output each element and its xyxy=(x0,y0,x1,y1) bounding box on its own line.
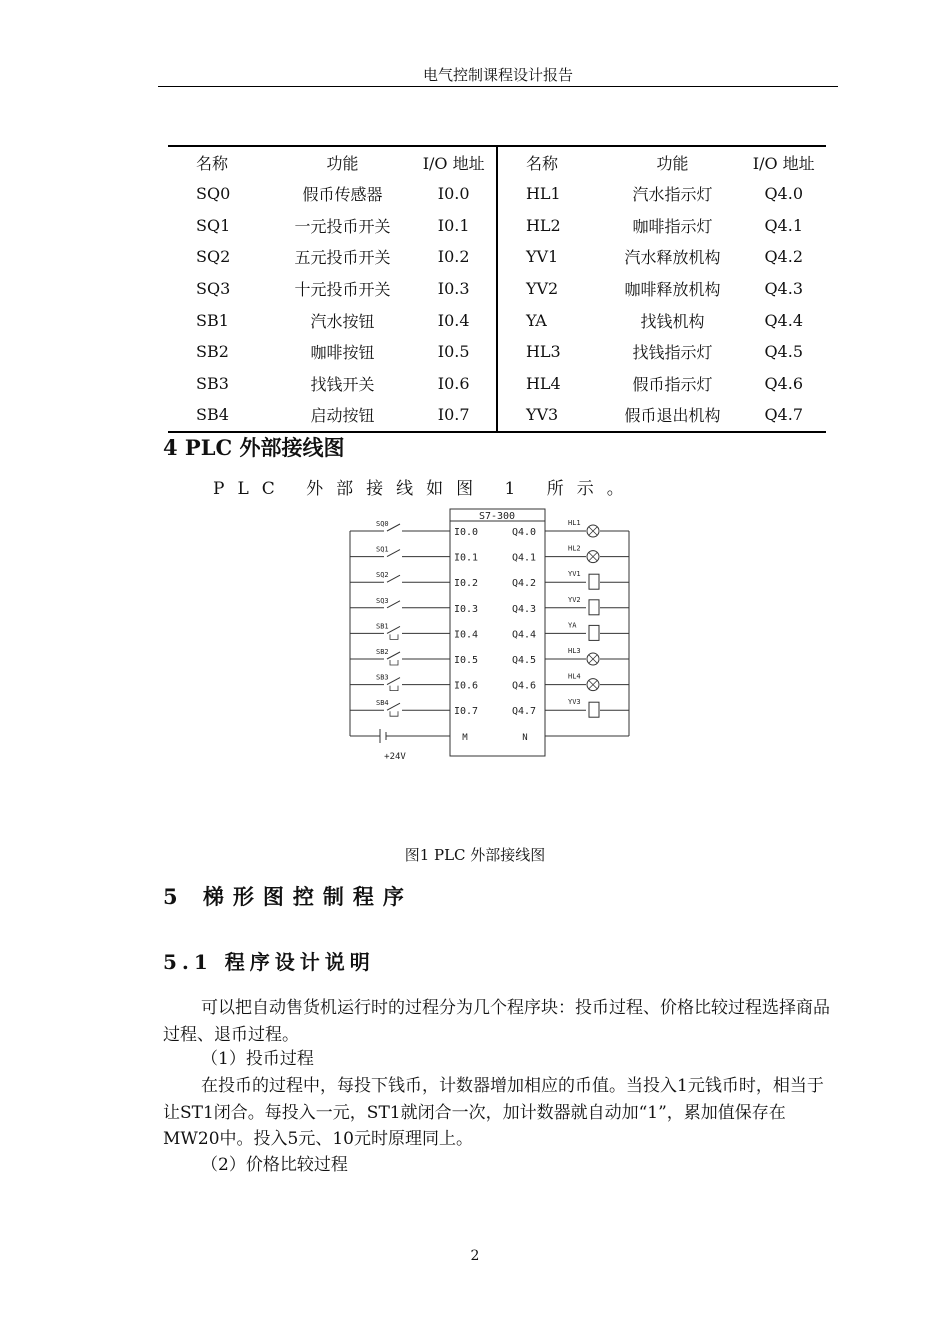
plc-output-terminal: Q4.4 xyxy=(512,629,537,641)
output-device-label: HL4 xyxy=(568,672,581,681)
input-device-label: SB3 xyxy=(376,673,389,682)
cell-name: SQ3 xyxy=(196,279,231,299)
plc-input-terminal: I0.7 xyxy=(454,706,479,718)
cell-name: HL3 xyxy=(497,336,604,368)
supply-voltage-label: +24V xyxy=(384,752,406,762)
cell-function: 咖啡按钮 xyxy=(310,343,375,363)
pushbutton-actuator xyxy=(390,711,398,716)
output-device-label: HL3 xyxy=(568,647,581,655)
cell-function: 假币退出机构 xyxy=(624,406,721,426)
section-heading-ladder: 5 梯形图控制程序 xyxy=(163,884,413,909)
plc-input-terminal: I0.2 xyxy=(454,578,479,590)
cell-function: 汽水指示灯 xyxy=(632,185,713,205)
output-device-label: YA xyxy=(568,621,577,630)
cell-name: SB3 xyxy=(196,373,229,393)
cell-io-address: I0.6 xyxy=(437,373,470,393)
cell-function: 汽水按钮 xyxy=(310,311,375,331)
input-device-label: SQ3 xyxy=(376,596,389,605)
cell-function: 五元投币开关 xyxy=(294,248,391,268)
plc-output-terminal: Q4.0 xyxy=(512,527,537,538)
cell-function: 假币指示灯 xyxy=(632,374,713,394)
cell-function: 一元投币开关 xyxy=(294,216,391,236)
output-device-label: YV1 xyxy=(568,570,581,579)
coil-icon xyxy=(589,625,599,640)
table-row xyxy=(168,336,826,368)
cell-function: 咖啡释放机构 xyxy=(624,280,721,300)
cell-io-address: Q4.7 xyxy=(764,405,803,425)
plc-input-terminal: I0.0 xyxy=(454,527,479,538)
output-device-label: YV2 xyxy=(568,595,581,604)
cell-io-address: I0.7 xyxy=(437,405,470,425)
pushbutton-contact xyxy=(387,652,400,659)
output-device-label: HL2 xyxy=(568,544,581,553)
limit-switch-contact xyxy=(387,524,400,531)
cell-name: HL2 xyxy=(497,210,604,242)
cell-io-address: Q4.5 xyxy=(764,342,803,362)
cell-io-address: I0.4 xyxy=(437,310,470,330)
plc-wiring-diagram xyxy=(340,505,635,765)
cell-name: SQ0 xyxy=(196,184,231,204)
table-row xyxy=(168,399,826,432)
cell-function: 假币传感器 xyxy=(302,185,383,205)
cell-name: HL4 xyxy=(497,368,604,400)
cell-name: SB1 xyxy=(196,310,229,330)
input-device-label: SB4 xyxy=(376,699,389,708)
cell-function: 十元投币开关 xyxy=(294,280,391,300)
list-item-price-compare: （2）价格比较过程 xyxy=(201,1155,348,1175)
pushbutton-actuator xyxy=(390,634,398,639)
col-header-name: 名称 xyxy=(196,154,229,173)
cell-function: 咖啡指示灯 xyxy=(632,216,713,236)
plc-common-n-label: N xyxy=(522,733,528,743)
coil-icon xyxy=(589,574,599,589)
table-row xyxy=(168,178,826,210)
pushbutton-contact xyxy=(387,678,400,685)
plc-model-label: S7-300 xyxy=(478,511,516,522)
table-row xyxy=(168,368,826,400)
plc-output-terminal: Q4.2 xyxy=(512,578,537,590)
pushbutton-actuator xyxy=(390,660,398,665)
coil-icon xyxy=(589,702,599,717)
plc-common-m-label: M xyxy=(462,733,468,743)
cell-io-address: I0.2 xyxy=(437,247,470,267)
cell-name: YV3 xyxy=(497,399,604,432)
table-row xyxy=(168,210,826,242)
pushbutton-actuator xyxy=(390,686,398,691)
cell-name: SB4 xyxy=(196,405,229,425)
limit-switch-contact xyxy=(387,575,400,582)
col-header-name: 名称 xyxy=(497,146,604,178)
cell-io-address: Q4.6 xyxy=(764,373,803,393)
paragraph-coin-process: 在投币的过程中，每投下钱币，计数器增加相应的币值。当投入1元钱币时，相当于让ST1闭合。每投入一元，ST1就闭合一次，加计数器就自动加“1”，累加值保存在MW20中。投入5元、10元时原理同上。 xyxy=(163,1076,824,1149)
table-header-row xyxy=(168,146,826,178)
page-number: 2 xyxy=(470,1248,480,1264)
cell-function: 汽水释放机构 xyxy=(624,248,721,268)
plc-wiring-intro: PLC 外部接线如图 1 所示。 xyxy=(213,479,637,499)
cell-name: YA xyxy=(497,304,604,336)
cell-function: 启动按钮 xyxy=(310,406,375,426)
cell-io-address: Q4.4 xyxy=(764,310,803,330)
cell-io-address: I0.5 xyxy=(437,342,470,362)
plc-output-terminal: Q4.7 xyxy=(512,706,537,718)
cell-io-address: Q4.3 xyxy=(764,279,803,299)
pushbutton-contact xyxy=(387,626,400,633)
plc-output-terminal: Q4.5 xyxy=(512,655,537,666)
subsection-heading-program: 5.1 程序设计说明 xyxy=(163,950,375,974)
cell-io-address: I0.3 xyxy=(437,279,470,299)
cell-io-address: I0.1 xyxy=(437,215,470,235)
paragraph-program-blocks: 可以把自动售货机运行时的过程分为几个程序块：投币过程、价格比较过程选择商品过程、退币过程。 xyxy=(163,998,830,1045)
pushbutton-contact xyxy=(387,703,400,710)
header-rule xyxy=(158,86,838,87)
cell-function: 找钱机构 xyxy=(640,311,705,331)
input-device-label: SB1 xyxy=(376,622,389,631)
cell-name: SQ2 xyxy=(196,247,231,267)
limit-switch-contact xyxy=(387,550,400,557)
cell-name: HL1 xyxy=(497,178,604,210)
plc-input-terminal: I0.1 xyxy=(454,552,479,564)
table-row xyxy=(168,273,826,305)
coil-icon xyxy=(589,600,599,615)
cell-io-address: I0.0 xyxy=(437,184,470,204)
cell-io-address: Q4.1 xyxy=(764,215,803,235)
input-device-label: SQ0 xyxy=(376,520,389,528)
figure-caption: 图1 PLC 外部接线图 xyxy=(404,846,546,864)
col-header-io: I/O 地址 xyxy=(752,154,815,173)
cell-function: 找钱开关 xyxy=(310,374,375,394)
plc-input-terminal: I0.5 xyxy=(454,655,479,666)
cell-name: SB2 xyxy=(196,342,229,362)
output-device-label: HL1 xyxy=(568,519,581,527)
input-device-label: SQ2 xyxy=(376,571,389,580)
plc-output-terminal: Q4.1 xyxy=(512,552,537,564)
output-device-label: YV3 xyxy=(568,698,581,707)
io-allocation-table xyxy=(168,145,826,433)
page-header: 电气控制课程设计报告 xyxy=(422,66,573,84)
plc-input-terminal: I0.6 xyxy=(454,680,479,692)
input-device-label: SB2 xyxy=(376,648,389,656)
input-device-label: SQ1 xyxy=(376,545,389,554)
cell-name: SQ1 xyxy=(196,215,231,235)
table-row xyxy=(168,241,826,273)
limit-switch-contact xyxy=(387,601,400,608)
plc-input-terminal: I0.3 xyxy=(454,603,479,615)
col-header-function: 功能 xyxy=(326,154,359,173)
list-item-coin-process: （1）投币过程 xyxy=(201,1049,314,1069)
cell-io-address: Q4.2 xyxy=(764,247,803,267)
col-header-io: I/O 地址 xyxy=(422,154,485,173)
col-header-function: 功能 xyxy=(656,154,689,173)
section-heading-plc-wiring: 4 PLC 外部接线图 xyxy=(163,435,345,460)
cell-name: YV2 xyxy=(497,273,604,305)
cell-name: YV1 xyxy=(497,241,604,273)
table-row xyxy=(168,304,826,336)
plc-output-terminal: Q4.6 xyxy=(512,680,537,692)
cell-function: 找钱指示灯 xyxy=(632,343,713,363)
plc-output-terminal: Q4.3 xyxy=(512,603,537,615)
cell-io-address: Q4.0 xyxy=(764,184,803,204)
plc-input-terminal: I0.4 xyxy=(454,629,479,641)
